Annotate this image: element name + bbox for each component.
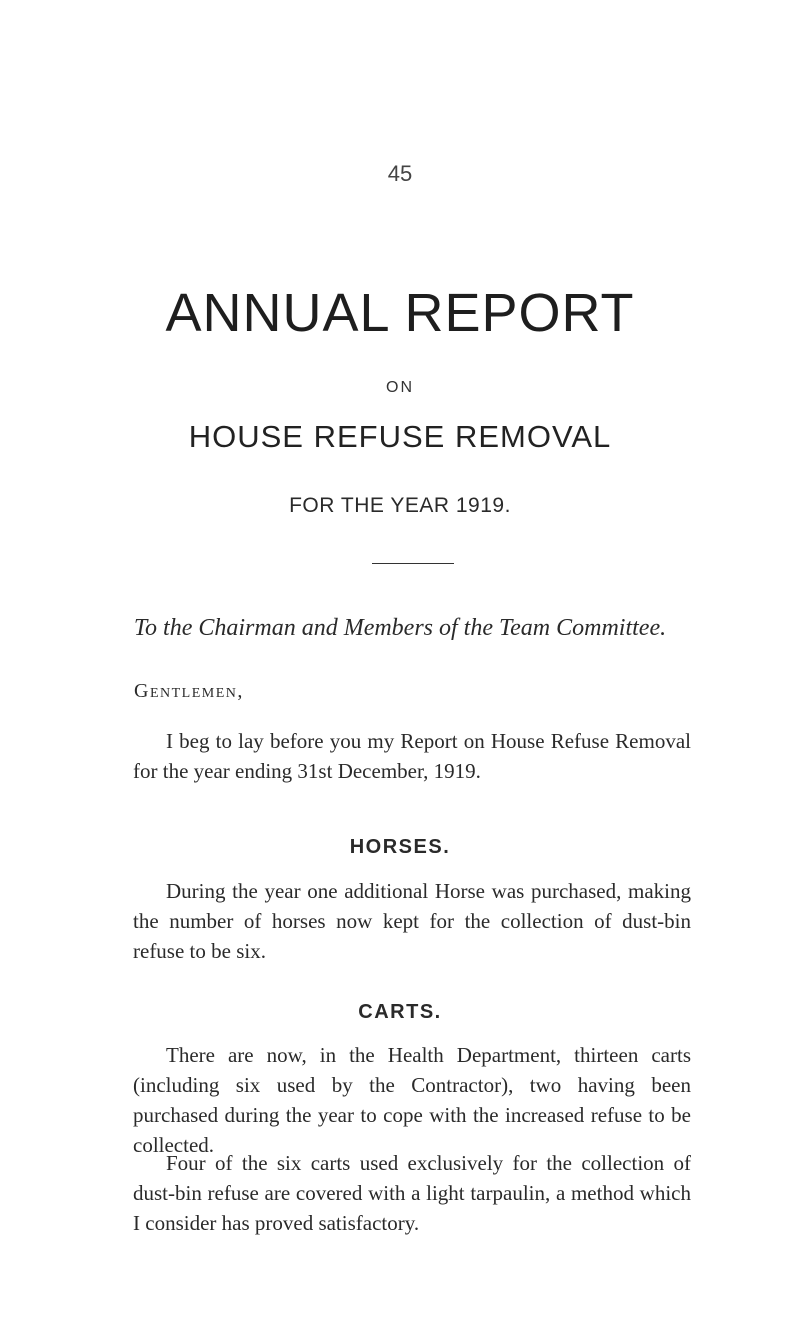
greeting: Gentlemen, — [134, 680, 244, 702]
carts-paragraph-2-text: Four of the six carts used exclusively for the collection of dust-bin refuse are covered with a light tarpaulin, a method which I consider has proved satisfactory. — [133, 1151, 691, 1235]
carts-paragraph-2 — [133, 1148, 691, 1238]
section-heading-horses: HORSES. — [349, 836, 451, 858]
salutation: To the Chairman and Members of the Team Committee. — [133, 615, 667, 641]
carts-paragraph-1-text: There are now, in the Health Department, thirteen carts (including six used by the Contractor), two having been purchased during the year to cope with the increased refuse to be collected. — [133, 1043, 691, 1157]
page-number: 45 — [387, 161, 413, 186]
horses-paragraph-text: During the year one additional Horse was purchased, making the number of horses now kept for the collection of dust-bin refuse to be six. — [133, 879, 691, 963]
carts-paragraph-1 — [133, 1040, 691, 1160]
section-heading-carts: CARTS. — [358, 1001, 442, 1023]
report-subtitle: HOUSE REFUSE REMOVAL — [188, 419, 612, 454]
horses-paragraph — [133, 876, 691, 966]
on-label: ON — [386, 379, 414, 396]
report-year: FOR THE YEAR 1919. — [289, 494, 511, 517]
intro-paragraph — [133, 726, 691, 786]
intro-paragraph-text: I beg to lay before you my Report on House Refuse Removal for the year ending 31st December, 1919. — [133, 729, 691, 783]
divider-rule — [372, 563, 454, 564]
report-title: ANNUAL REPORT — [165, 283, 635, 343]
